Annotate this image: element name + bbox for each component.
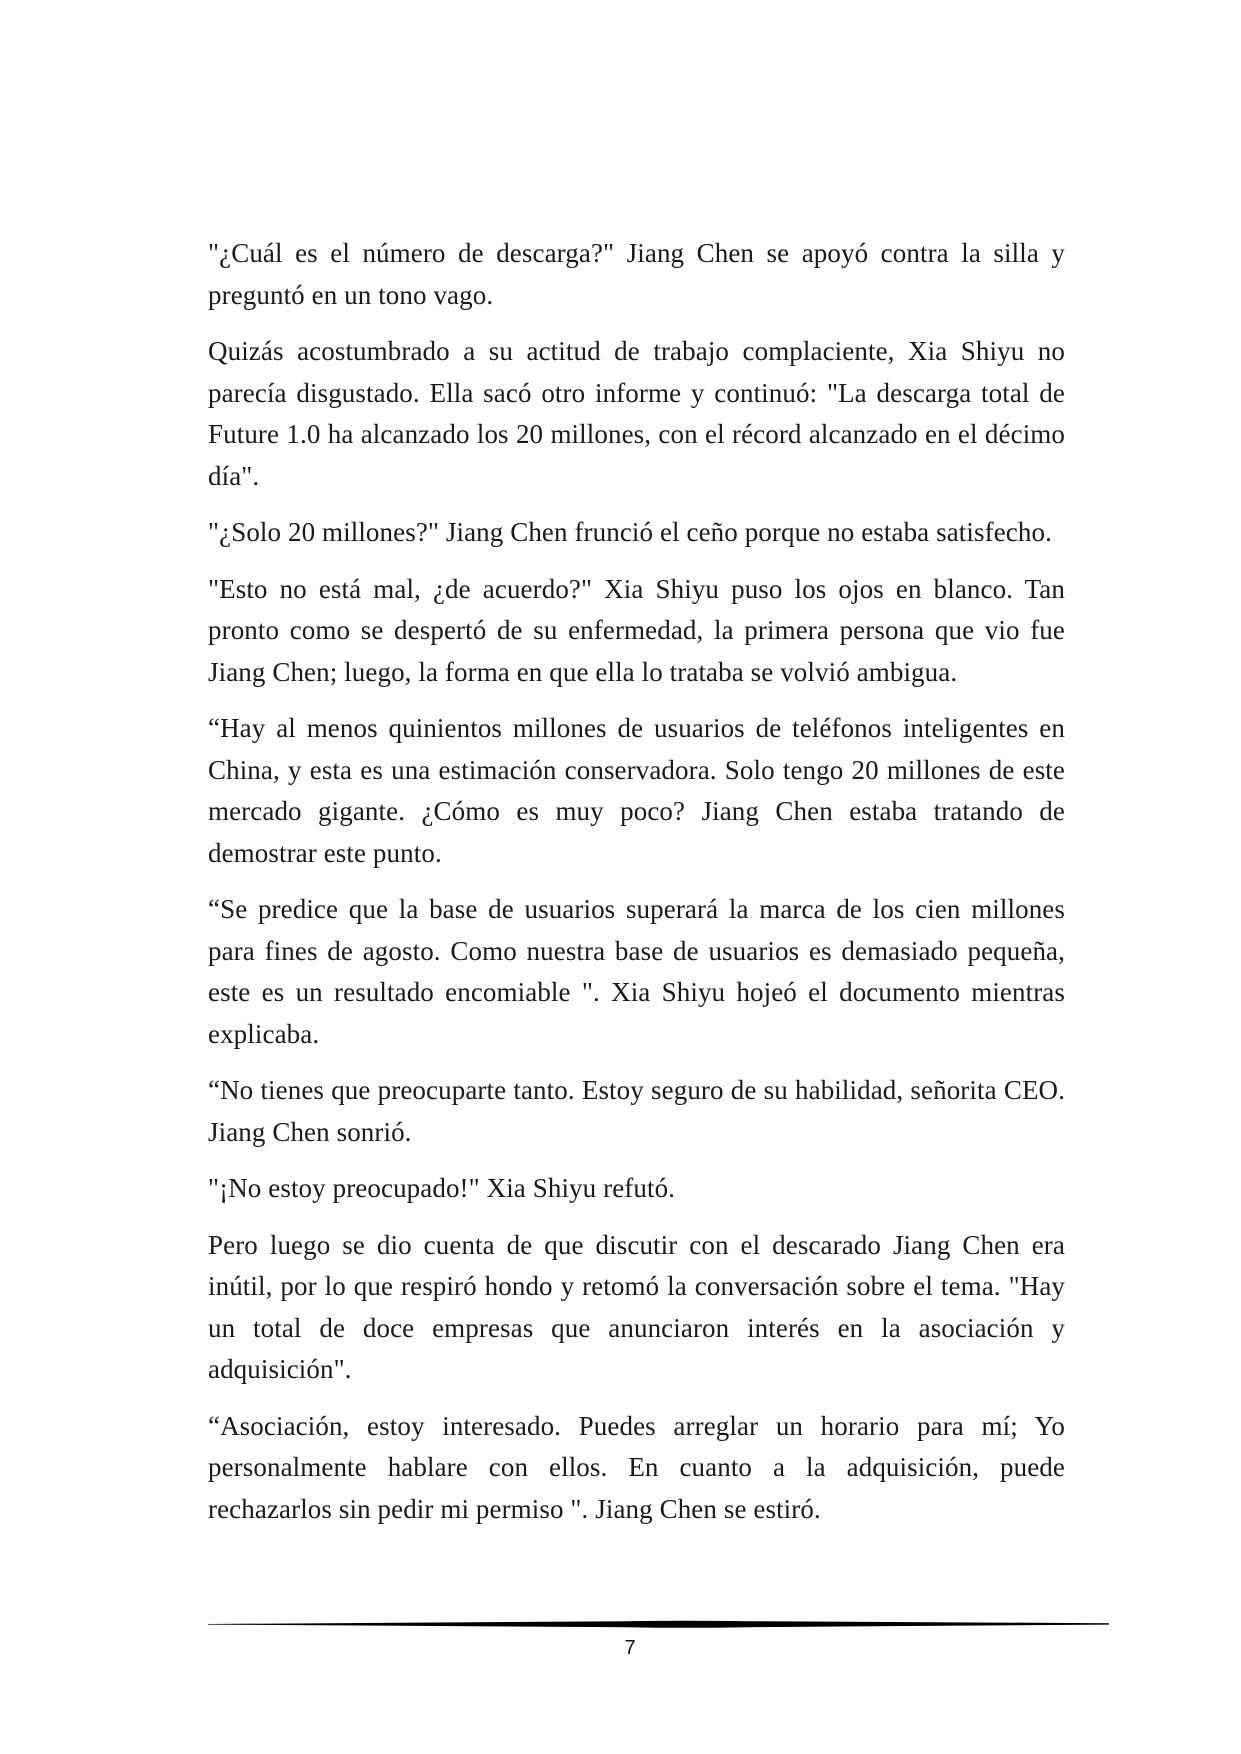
footer-divider	[208, 1618, 1109, 1630]
page-number: 7	[624, 1637, 636, 1659]
paragraph: “Se predice que la base de usuarios superará la marca de los cien millones para fines de agosto. Como nuestra base de usuarios es demasiado pequeña, este es un resultado encomiable ". Xia Shiyu hojeó el documento mientras explicaba.	[208, 894, 1065, 1049]
paragraph: "¿Solo 20 millones?" Jiang Chen frunció el ceño porque no estaba satisfecho.	[208, 517, 1052, 547]
paragraph: "¿Cuál es el número de descarga?" Jiang Chen se apoyó contra la silla y preguntó en un tono vago.	[208, 238, 1065, 310]
paragraph: Quizás acostumbrado a su actitud de trabajo complaciente, Xia Shiyu no parecía disgustado. Ella sacó otro informe y continuó: "La descarga total de Future 1.0 ha alcanzado los 20 millones, con el récord alcanzado en el décimo día".	[208, 336, 1065, 491]
paragraph: "Esto no está mal, ¿de acuerdo?" Xia Shiyu puso los ojos en blanco. Tan pronto como se despertó de su enfermedad, la primera persona que vio fue Jiang Chen; luego, la forma en que ella lo trataba se volvió ambigua.	[208, 573, 1065, 687]
paragraph: "¡No estoy preocupado!" Xia Shiyu refutó.	[208, 1173, 676, 1203]
paragraph: “Hay al menos quinientos millones de usuarios de teléfonos inteligentes en China, y esta es una estimación conservadora. Solo tengo 20 millones de este mercado gigante. ¿Cómo es muy poco? Jiang Chen estaba tratando de demostrar este punto.	[208, 713, 1065, 868]
paragraph: “No tienes que preocuparte tanto. Estoy seguro de su habilidad, señorita CEO. Jiang Chen sonrió.	[208, 1075, 1065, 1147]
paragraph: Pero luego se dio cuenta de que discutir con el descarado Jiang Chen era inútil, por lo que respiró hondo y retomó la conversación sobre el tema. "Hay un total de doce empresas que anunciaron interés en la asociación y adquisición".	[208, 1229, 1065, 1384]
paragraph: “Asociación, estoy interesado. Puedes arreglar un horario para mí; Yo personalmente hablare con ellos. En cuanto a la adquisición, puede rechazarlos sin pedir mi permiso ". Jiang Chen se estiró.	[208, 1410, 1065, 1524]
page-body	[208, 233, 1065, 1545]
